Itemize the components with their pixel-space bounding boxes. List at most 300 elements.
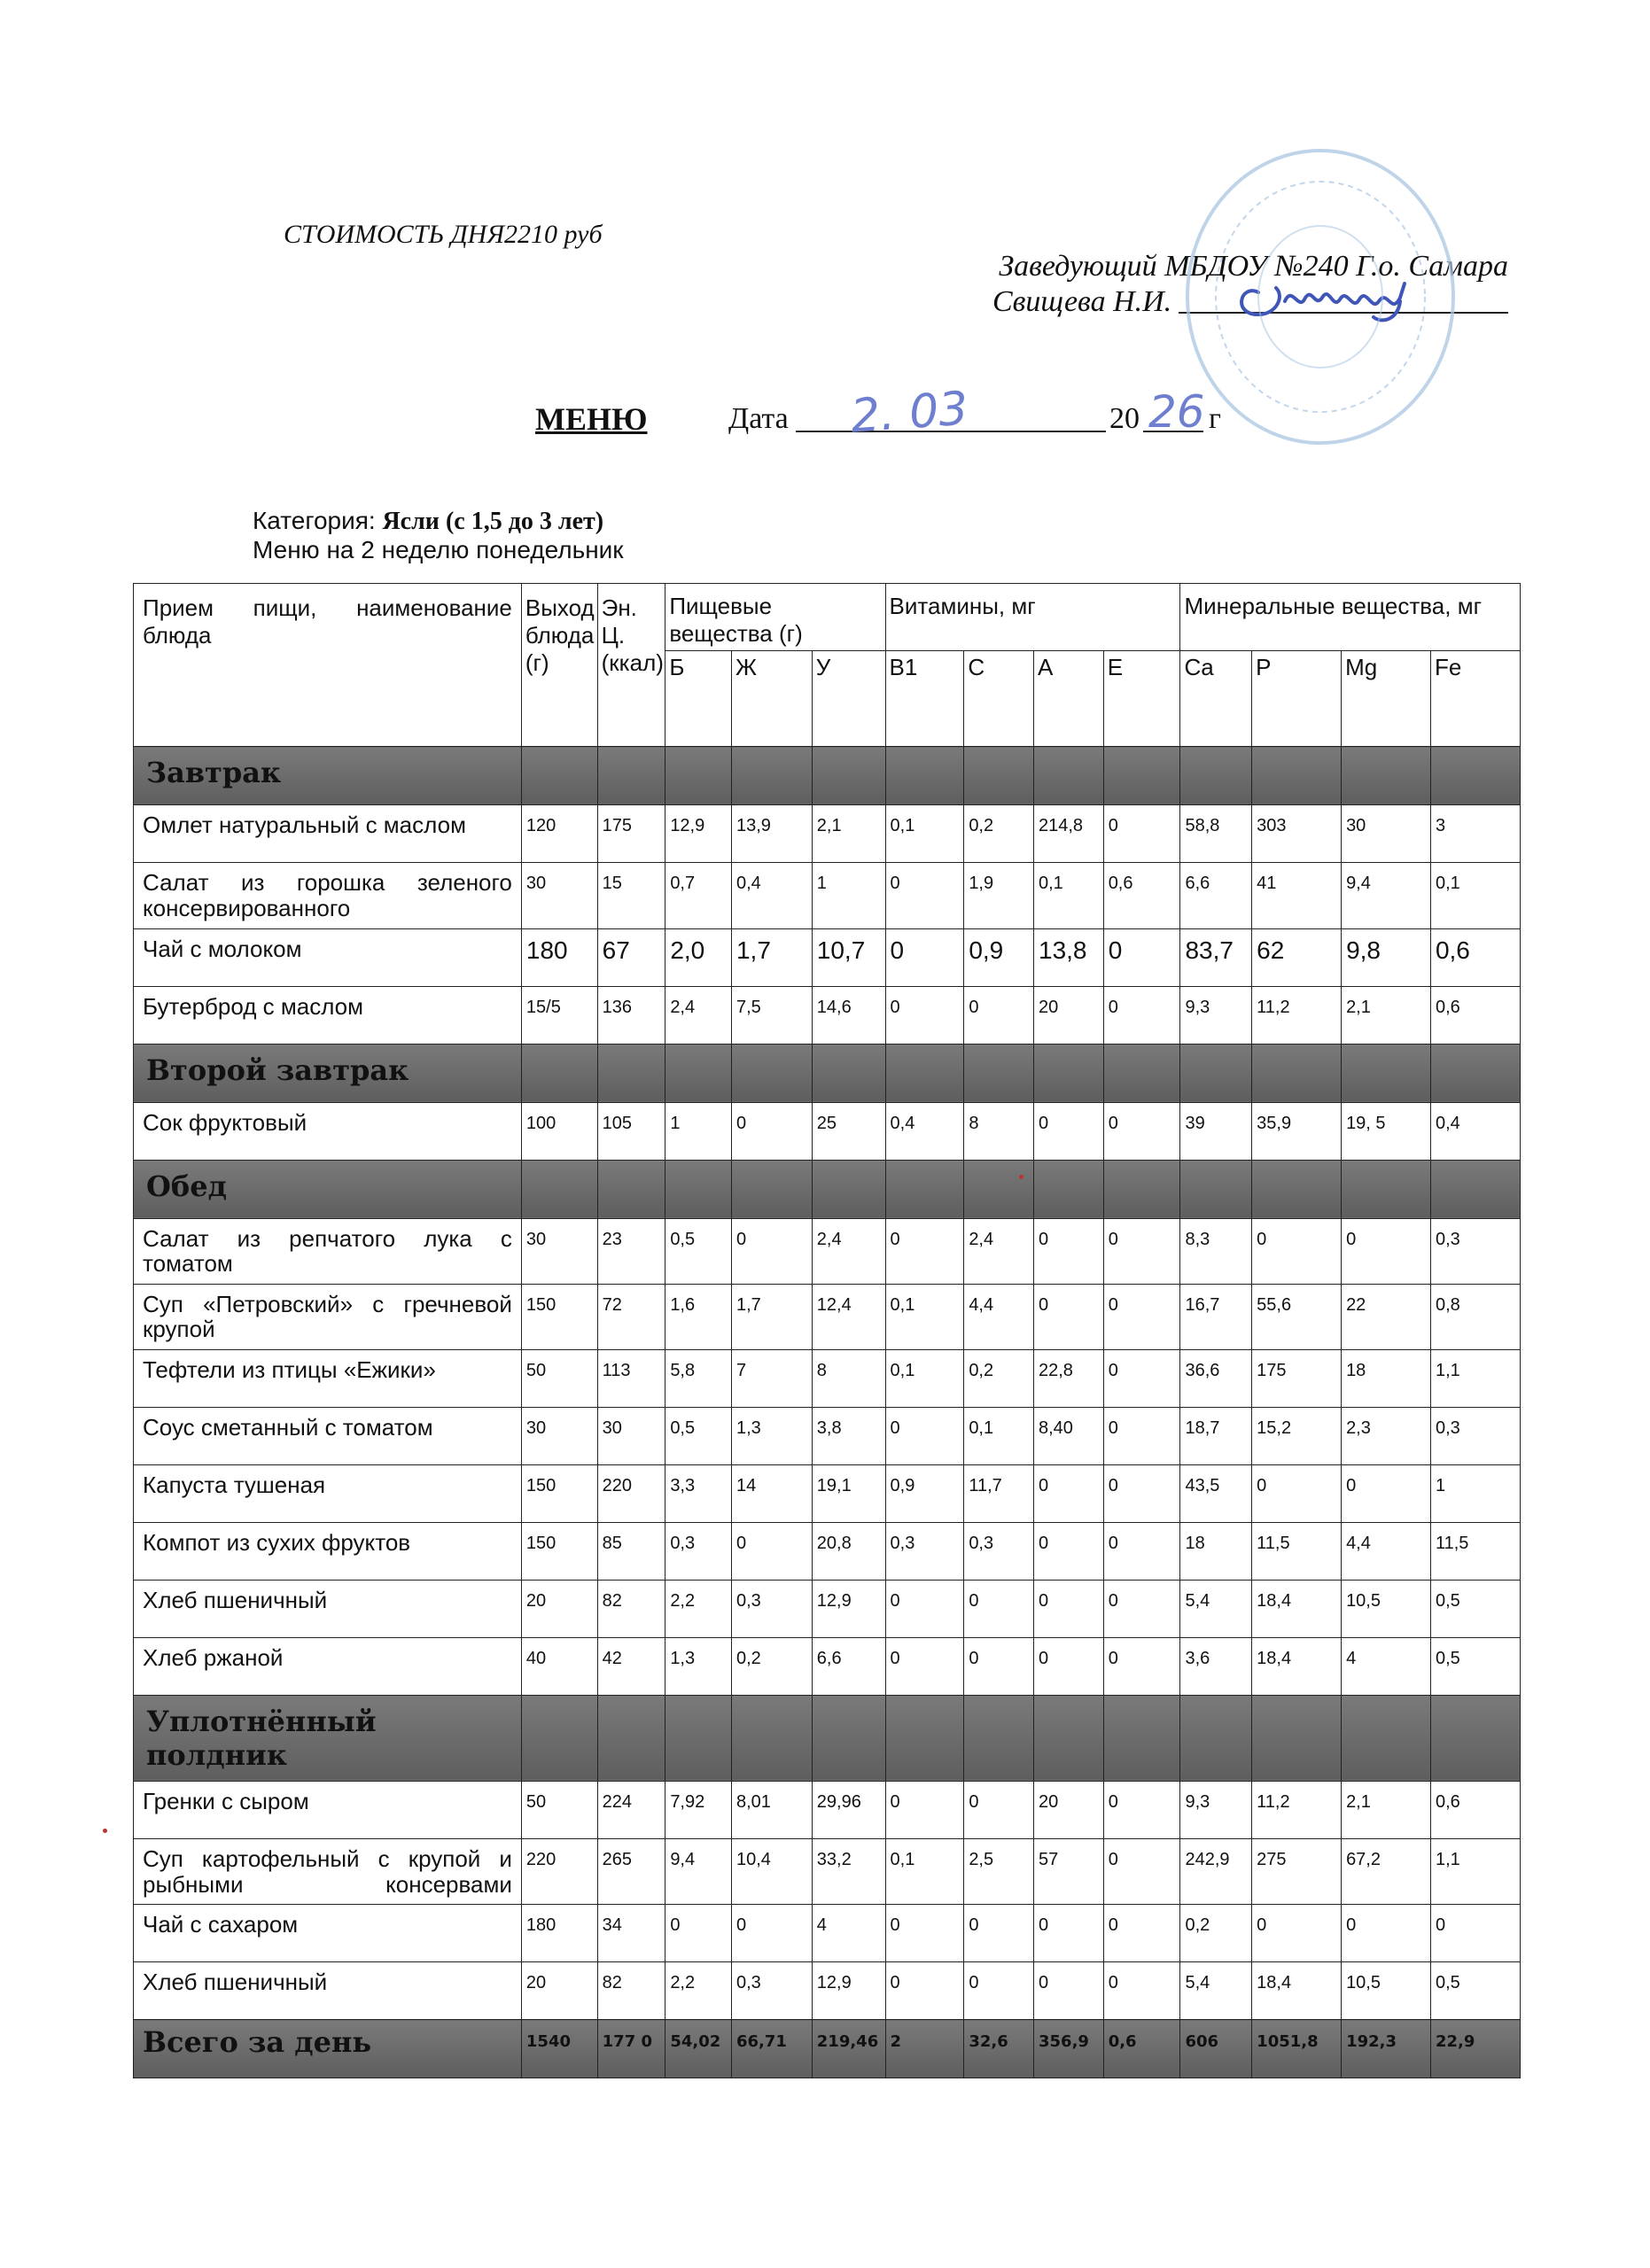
dish-name: Хлеб пшеничный — [134, 1580, 522, 1637]
section-cell — [964, 1044, 1034, 1102]
week-label: Меню на 2 неделю понедельник — [253, 536, 624, 563]
dish-name: Хлеб пшеничный — [134, 1962, 522, 2020]
value-cell: 0 — [964, 986, 1034, 1044]
value-cell: 0 — [1034, 1522, 1104, 1580]
value-cell: 29,96 — [812, 1781, 885, 1838]
value-cell: 4 — [812, 1905, 885, 1962]
value-cell: 58,8 — [1180, 805, 1252, 863]
total-value: 54,02 — [665, 2020, 732, 2078]
value-cell: 0,1 — [885, 1284, 964, 1349]
section-cell — [1103, 1044, 1180, 1102]
value-cell: 0 — [1103, 1962, 1180, 2020]
section-cell — [665, 747, 732, 805]
table-row — [134, 1905, 1521, 1962]
value-cell: 0 — [1034, 1464, 1104, 1522]
value-cell: 150 — [521, 1284, 597, 1349]
value-cell: 0 — [964, 1781, 1034, 1838]
dish-name: Тефтели из птицы «Ежики» — [134, 1349, 522, 1407]
value-cell: 0,3 — [1430, 1407, 1520, 1464]
value-cell: 0,9 — [964, 928, 1034, 986]
total-value: 219,46 — [812, 2020, 885, 2078]
section-cell — [731, 1695, 812, 1781]
value-cell: 67 — [597, 928, 665, 986]
value-cell: 0 — [1034, 1218, 1104, 1284]
value-cell: 0,2 — [731, 1637, 812, 1695]
value-cell: 0 — [1103, 805, 1180, 863]
value-cell: 1,9 — [964, 863, 1034, 928]
value-cell: 67,2 — [1342, 1838, 1431, 1904]
section-cell — [812, 747, 885, 805]
value-cell: 18,4 — [1252, 1962, 1342, 2020]
table-row — [134, 1218, 1521, 1284]
value-cell: 3,6 — [1180, 1637, 1252, 1695]
value-cell: 0,1 — [1034, 863, 1104, 928]
section-cell — [812, 1695, 885, 1781]
value-cell: 0,1 — [885, 805, 964, 863]
value-cell: 42 — [597, 1637, 665, 1695]
value-cell: 1 — [812, 863, 885, 928]
value-cell: 1,7 — [731, 1284, 812, 1349]
value-cell: 0 — [1103, 1637, 1180, 1695]
section-cell — [731, 747, 812, 805]
section-cell — [521, 747, 597, 805]
section-cell — [1430, 747, 1520, 805]
header-yield: Выход блюда (г) — [521, 584, 597, 747]
value-cell: 113 — [597, 1349, 665, 1407]
value-cell: 1,7 — [731, 928, 812, 986]
section-cell — [731, 1160, 812, 1218]
value-cell: 55,6 — [1252, 1284, 1342, 1349]
section-cell — [665, 1695, 732, 1781]
value-cell: 0 — [1342, 1905, 1431, 1962]
header-minerals: Минеральные вещества, мг — [1180, 584, 1521, 651]
value-cell: 13,9 — [731, 805, 812, 863]
value-cell: 30 — [597, 1407, 665, 1464]
value-cell: 9,4 — [1342, 863, 1431, 928]
value-cell: 100 — [521, 1102, 597, 1160]
value-cell: 1 — [1430, 1464, 1520, 1522]
header-sub: В1 — [885, 651, 964, 747]
value-cell: 0 — [885, 1781, 964, 1838]
value-cell: 7 — [731, 1349, 812, 1407]
section-cell — [1430, 1160, 1520, 1218]
section-cell — [665, 1160, 732, 1218]
value-cell: 11,5 — [1252, 1522, 1342, 1580]
value-cell: 1,3 — [731, 1407, 812, 1464]
section-cell — [812, 1160, 885, 1218]
dish-name: Соус сметанный с томатом — [134, 1407, 522, 1464]
value-cell: 0 — [1103, 1464, 1180, 1522]
value-cell: 8 — [964, 1102, 1034, 1160]
value-cell: 2,2 — [665, 1962, 732, 2020]
value-cell: 0,6 — [1430, 928, 1520, 986]
value-cell: 0 — [1342, 1218, 1431, 1284]
value-cell: 30 — [1342, 805, 1431, 863]
value-cell: 11,5 — [1430, 1522, 1520, 1580]
value-cell: 242,9 — [1180, 1838, 1252, 1904]
date-handwritten: 2. 03 — [849, 382, 970, 444]
value-cell: 3,8 — [812, 1407, 885, 1464]
section-cell — [597, 1044, 665, 1102]
value-cell: 0 — [1103, 1781, 1180, 1838]
value-cell: 10,4 — [731, 1838, 812, 1904]
value-cell: 9,8 — [1342, 928, 1431, 986]
section-cell — [521, 1695, 597, 1781]
table-row — [134, 1962, 1521, 2020]
value-cell: 2,1 — [1342, 1781, 1431, 1838]
value-cell: 0 — [964, 1580, 1034, 1637]
value-cell: 0 — [1103, 1407, 1180, 1464]
dish-name: Салат из горошка зеленого консервированного — [134, 863, 522, 928]
header-sub: Fe — [1430, 651, 1520, 747]
value-cell: 0 — [1034, 1580, 1104, 1637]
value-cell: 220 — [521, 1838, 597, 1904]
value-cell: 11,7 — [964, 1464, 1034, 1522]
total-value: 606 — [1180, 2020, 1252, 2078]
value-cell: 22,8 — [1034, 1349, 1104, 1407]
value-cell: 4 — [1342, 1637, 1431, 1695]
value-cell: 0 — [731, 1102, 812, 1160]
value-cell: 36,6 — [1180, 1349, 1252, 1407]
value-cell: 2,4 — [964, 1218, 1034, 1284]
dish-name: Сок фруктовый — [134, 1102, 522, 1160]
value-cell: 30 — [521, 1218, 597, 1284]
date-label: Дата — [728, 402, 789, 435]
value-cell: 20 — [521, 1962, 597, 2020]
section-cell — [885, 1044, 964, 1102]
value-cell: 0 — [1103, 1580, 1180, 1637]
dish-name: Хлеб ржаной — [134, 1637, 522, 1695]
value-cell: 0,9 — [885, 1464, 964, 1522]
total-value: 66,71 — [731, 2020, 812, 2078]
value-cell: 0,3 — [665, 1522, 732, 1580]
value-cell: 15,2 — [1252, 1407, 1342, 1464]
table-row — [134, 1284, 1521, 1349]
value-cell: 0,2 — [1180, 1905, 1252, 1962]
value-cell: 175 — [1252, 1349, 1342, 1407]
header-sub: Б — [665, 651, 732, 747]
value-cell: 2,5 — [964, 1838, 1034, 1904]
table-row — [134, 1781, 1521, 1838]
value-cell: 0 — [1034, 1962, 1104, 2020]
table-row — [134, 1407, 1521, 1464]
value-cell: 1,1 — [1430, 1838, 1520, 1904]
value-cell: 0,5 — [665, 1407, 732, 1464]
section-title: Обед — [134, 1160, 522, 1218]
value-cell: 18,4 — [1252, 1580, 1342, 1637]
value-cell: 150 — [521, 1464, 597, 1522]
menu-title: МЕНЮ — [535, 401, 648, 437]
value-cell: 14 — [731, 1464, 812, 1522]
value-cell: 8,40 — [1034, 1407, 1104, 1464]
table-row — [134, 1349, 1521, 1407]
total-value: 0,6 — [1103, 2020, 1180, 2078]
value-cell: 120 — [521, 805, 597, 863]
value-cell: 8 — [812, 1349, 885, 1407]
head-title: Заведующий МБДОУ №240 Г.о. Самара — [999, 250, 1508, 283]
value-cell: 0,4 — [885, 1102, 964, 1160]
value-cell: 0 — [1103, 1218, 1180, 1284]
value-cell: 16,7 — [1180, 1284, 1252, 1349]
value-cell: 0 — [964, 1905, 1034, 1962]
section-cell — [1252, 747, 1342, 805]
value-cell: 224 — [597, 1781, 665, 1838]
total-value: 177 0 — [597, 2020, 665, 2078]
value-cell: 22 — [1342, 1284, 1431, 1349]
header-sub: Ca — [1180, 651, 1252, 747]
value-cell: 0 — [1034, 1637, 1104, 1695]
value-cell: 12,9 — [812, 1962, 885, 2020]
value-cell: 12,4 — [812, 1284, 885, 1349]
value-cell: 0 — [885, 1905, 964, 1962]
value-cell: 265 — [597, 1838, 665, 1904]
header-nutrients: Пищевые вещества (г) — [665, 584, 885, 651]
value-cell: 10,7 — [812, 928, 885, 986]
scan-speck — [1019, 1175, 1023, 1179]
dish-name: Чай с сахаром — [134, 1905, 522, 1962]
section-cell — [1342, 1044, 1431, 1102]
section-cell — [1180, 1160, 1252, 1218]
day-cost: СТОИМОСТЬ ДНЯ2210 руб — [284, 220, 603, 249]
total-value: 2 — [885, 2020, 964, 2078]
value-cell: 50 — [521, 1349, 597, 1407]
value-cell: 2,1 — [812, 805, 885, 863]
table-row — [134, 863, 1521, 928]
section-cell — [1103, 1160, 1180, 1218]
table-row — [134, 1637, 1521, 1695]
header-sub: У — [812, 651, 885, 747]
value-cell: 275 — [1252, 1838, 1342, 1904]
category-value: Ясли (с 1,5 до 3 лет) — [382, 508, 604, 535]
value-cell: 43,5 — [1180, 1464, 1252, 1522]
value-cell: 39 — [1180, 1102, 1252, 1160]
value-cell: 0,3 — [731, 1962, 812, 2020]
value-cell: 33,2 — [812, 1838, 885, 1904]
value-cell: 0,6 — [1430, 986, 1520, 1044]
scan-speck — [103, 1829, 107, 1833]
section-cell — [885, 1160, 964, 1218]
value-cell: 3 — [1430, 805, 1520, 863]
header-sub: С — [964, 651, 1034, 747]
value-cell: 0 — [885, 1218, 964, 1284]
section-cell — [731, 1044, 812, 1102]
year-prefix: 20 — [1109, 402, 1140, 435]
value-cell: 2,4 — [812, 1218, 885, 1284]
value-cell: 0,6 — [1430, 1781, 1520, 1838]
value-cell: 0,5 — [1430, 1637, 1520, 1695]
value-cell: 20,8 — [812, 1522, 885, 1580]
table-row — [134, 1838, 1521, 1904]
value-cell: 20 — [1034, 1781, 1104, 1838]
dish-name: Омлет натуральный с маслом — [134, 805, 522, 863]
value-cell: 0,4 — [1430, 1102, 1520, 1160]
value-cell: 14,6 — [812, 986, 885, 1044]
section-cell — [1252, 1695, 1342, 1781]
section-cell — [1430, 1695, 1520, 1781]
value-cell: 35,9 — [1252, 1102, 1342, 1160]
year-suffix: г — [1209, 402, 1221, 435]
section-cell — [521, 1160, 597, 1218]
value-cell: 1,6 — [665, 1284, 732, 1349]
value-cell: 0,3 — [731, 1580, 812, 1637]
value-cell: 11,2 — [1252, 986, 1342, 1044]
table-row — [134, 1580, 1521, 1637]
value-cell: 220 — [597, 1464, 665, 1522]
section-cell — [597, 747, 665, 805]
value-cell: 2,0 — [665, 928, 732, 986]
value-cell: 40 — [521, 1637, 597, 1695]
value-cell: 4,4 — [1342, 1522, 1431, 1580]
value-cell: 0,7 — [665, 863, 732, 928]
header-sub: Ж — [731, 651, 812, 747]
table-row — [134, 805, 1521, 863]
value-cell: 0 — [1252, 1464, 1342, 1522]
value-cell: 0 — [885, 1580, 964, 1637]
value-cell: 41 — [1252, 863, 1342, 928]
head-name: Свищева Н.И. — [992, 285, 1172, 318]
value-cell: 85 — [597, 1522, 665, 1580]
total-value: 192,3 — [1342, 2020, 1431, 2078]
section-cell — [1180, 1695, 1252, 1781]
value-cell: 30 — [521, 863, 597, 928]
section-cell — [597, 1160, 665, 1218]
section-cell — [1252, 1160, 1342, 1218]
value-cell: 0,2 — [964, 1349, 1034, 1407]
section-cell — [1342, 747, 1431, 805]
header-sub: Mg — [1342, 651, 1431, 747]
value-cell: 0 — [1034, 1102, 1104, 1160]
value-cell: 0 — [1430, 1905, 1520, 1962]
value-cell: 0 — [885, 1637, 964, 1695]
section-cell — [964, 747, 1034, 805]
value-cell: 18,7 — [1180, 1407, 1252, 1464]
value-cell: 7,92 — [665, 1781, 732, 1838]
value-cell: 34 — [597, 1905, 665, 1962]
value-cell: 0 — [885, 986, 964, 1044]
section-cell — [1034, 747, 1104, 805]
value-cell: 0,5 — [665, 1218, 732, 1284]
header-sub: Е — [1103, 651, 1180, 747]
value-cell: 0 — [731, 1905, 812, 1962]
value-cell: 0,6 — [1103, 863, 1180, 928]
dish-name: Суп картофельный с крупой и рыбными консервами — [134, 1838, 522, 1904]
section-cell — [1103, 747, 1180, 805]
total-value: 1540 — [521, 2020, 597, 2078]
value-cell: 0,1 — [885, 1838, 964, 1904]
value-cell: 82 — [597, 1580, 665, 1637]
value-cell: 12,9 — [812, 1580, 885, 1637]
value-cell: 15/5 — [521, 986, 597, 1044]
value-cell: 105 — [597, 1102, 665, 1160]
value-cell: 25 — [812, 1102, 885, 1160]
dish-name: Салат из репчатого лука с томатом — [134, 1218, 522, 1284]
value-cell: 0 — [1034, 1905, 1104, 1962]
total-value: 22,9 — [1430, 2020, 1520, 2078]
section-cell — [1342, 1160, 1431, 1218]
value-cell: 8,01 — [731, 1781, 812, 1838]
value-cell: 20 — [1034, 986, 1104, 1044]
value-cell: 6,6 — [812, 1637, 885, 1695]
category-label: Категория: — [253, 507, 383, 534]
value-cell: 18 — [1180, 1522, 1252, 1580]
value-cell: 0 — [885, 1962, 964, 2020]
section-cell — [1034, 1695, 1104, 1781]
value-cell: 0,4 — [731, 863, 812, 928]
value-cell: 5,8 — [665, 1349, 732, 1407]
value-cell: 0 — [1252, 1905, 1342, 1962]
header-sub: А — [1034, 651, 1104, 747]
value-cell: 0,3 — [964, 1522, 1034, 1580]
section-cell — [1252, 1044, 1342, 1102]
section-cell — [1034, 1160, 1104, 1218]
value-cell: 0,3 — [1430, 1218, 1520, 1284]
dish-name: Суп «Петровский» с гречневой крупой — [134, 1284, 522, 1349]
section-row — [134, 1160, 1521, 1218]
section-title: Завтрак — [134, 747, 522, 805]
category — [253, 507, 603, 536]
value-cell: 0 — [885, 928, 964, 986]
value-cell: 303 — [1252, 805, 1342, 863]
table-row — [134, 1522, 1521, 1580]
value-cell: 2,1 — [1342, 986, 1431, 1044]
section-cell — [597, 1695, 665, 1781]
total-value: 32,6 — [964, 2020, 1034, 2078]
value-cell: 20 — [521, 1580, 597, 1637]
value-cell: 0 — [1103, 1522, 1180, 1580]
value-cell: 5,4 — [1180, 1962, 1252, 2020]
section-cell — [1180, 1044, 1252, 1102]
menu-body — [134, 747, 1521, 2078]
table-row — [134, 1102, 1521, 1160]
value-cell: 3,3 — [665, 1464, 732, 1522]
dish-name: Гренки с сыром — [134, 1781, 522, 1838]
dish-name: Компот из сухих фруктов — [134, 1522, 522, 1580]
total-value: 356,9 — [1034, 2020, 1104, 2078]
value-cell: 1,3 — [665, 1637, 732, 1695]
value-cell: 9,3 — [1180, 1781, 1252, 1838]
value-cell: 0 — [1103, 1349, 1180, 1407]
section-cell — [812, 1044, 885, 1102]
table-row — [134, 986, 1521, 1044]
value-cell: 10,5 — [1342, 1962, 1431, 2020]
header-energy: Эн. Ц. (ккал) — [597, 584, 665, 747]
header-sub: P — [1252, 651, 1342, 747]
value-cell: 0 — [1103, 1905, 1180, 1962]
section-title: Второй завтрак — [134, 1044, 522, 1102]
value-cell: 0,2 — [964, 805, 1034, 863]
value-cell: 150 — [521, 1522, 597, 1580]
header-dish: Прием пищи, наименование блюда — [134, 584, 522, 747]
section-cell — [885, 747, 964, 805]
value-cell: 9,4 — [665, 1838, 732, 1904]
value-cell: 0 — [964, 1637, 1034, 1695]
value-cell: 1 — [665, 1102, 732, 1160]
value-cell: 0 — [1103, 1284, 1180, 1349]
section-row — [134, 747, 1521, 805]
value-cell: 1,1 — [1430, 1349, 1520, 1407]
section-row — [134, 1695, 1521, 1781]
value-cell: 0 — [885, 863, 964, 928]
value-cell: 7,5 — [731, 986, 812, 1044]
value-cell: 5,4 — [1180, 1580, 1252, 1637]
value-cell: 15 — [597, 863, 665, 928]
value-cell: 72 — [597, 1284, 665, 1349]
value-cell: 30 — [521, 1407, 597, 1464]
value-cell: 0 — [1342, 1464, 1431, 1522]
value-cell: 0,5 — [1430, 1580, 1520, 1637]
value-cell: 18 — [1342, 1349, 1431, 1407]
value-cell: 136 — [597, 986, 665, 1044]
